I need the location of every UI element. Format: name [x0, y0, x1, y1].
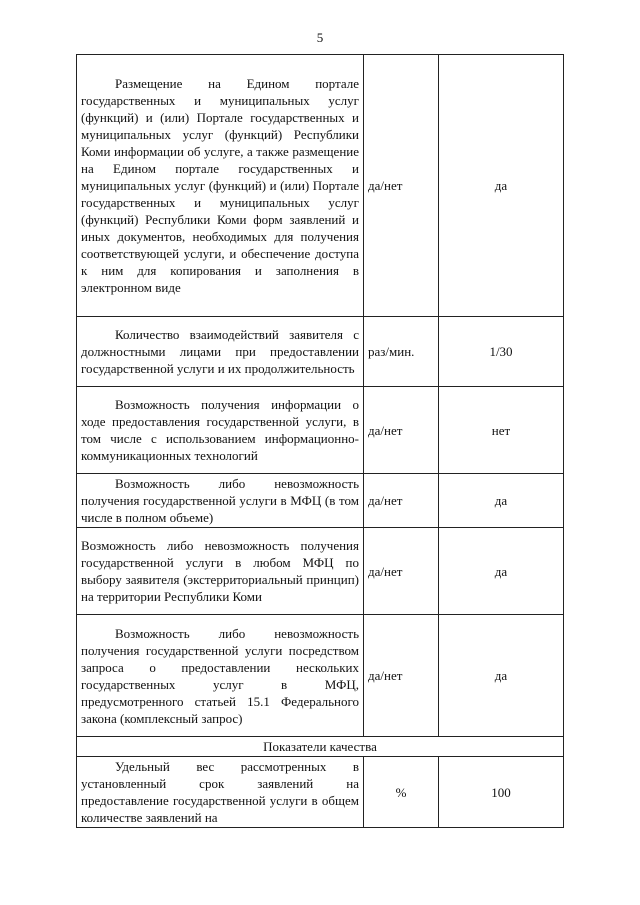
indicator-description: Количество взаимодействий заявителя с должностными лицами при предоставлении государственной услуги и их продолжительность — [77, 317, 364, 387]
indicator-unit: раз/мин. — [364, 317, 439, 387]
indicator-unit: да/нет — [364, 615, 439, 737]
indicator-value: 1/30 — [439, 317, 564, 387]
indicators-table — [76, 54, 564, 828]
table-row — [77, 317, 564, 387]
table-row — [77, 474, 564, 528]
indicator-unit: % — [364, 757, 439, 828]
table-row — [77, 387, 564, 474]
indicator-description: Возможность получения информации о ходе предоставления государственной услуги, в том числе с использованием информационно-коммуникационных технологий — [77, 387, 364, 474]
table-row — [77, 55, 564, 317]
indicator-value: да — [439, 615, 564, 737]
indicator-description: Размещение на Едином портале государственных и муниципальных услуг (функций) и (или) Портале государственных и муниципальных услуг (функций) Республики Коми информации об услуге, а также размещение на Едином портале государственных и муниципальных услуг (функций) и (или) Портале государственных и муниципальных услуг (функций) Республики Коми форм заявлений и иных документов, необходимых для получения соответствующей услуги, и обеспечение доступа к ним для копирования и заполнения в электронном виде — [77, 55, 364, 317]
indicator-unit: да/нет — [364, 474, 439, 528]
indicator-value: нет — [439, 387, 564, 474]
indicator-unit: да/нет — [364, 528, 439, 615]
indicator-description: Возможность либо невозможность получения государственной услуги в любом МФЦ по выбору заявителя (экстерриториальный принцип) на территории Республики Коми — [77, 528, 364, 615]
indicator-description: Возможность либо невозможность получения государственной услуги в МФЦ (в том числе в полном объеме) — [77, 474, 364, 528]
section-header-row — [77, 737, 564, 757]
indicator-value: 100 — [439, 757, 564, 828]
indicator-unit: да/нет — [364, 55, 439, 317]
table-row — [77, 615, 564, 737]
indicator-unit: да/нет — [364, 387, 439, 474]
page-number: 5 — [316, 30, 324, 45]
table-row — [77, 528, 564, 615]
indicator-value: да — [439, 55, 564, 317]
indicator-value: да — [439, 474, 564, 528]
section-header: Показатели качества — [77, 737, 564, 757]
indicator-description: Возможность либо невозможность получения государственной услуги посредством запроса о предоставлении нескольких государственных услуг в МФЦ, предусмотренного статьей 15.1 Федерального закона (комплексный запрос) — [77, 615, 364, 737]
indicator-value: да — [439, 528, 564, 615]
indicator-description: Удельный вес рассмотренных в установленный срок заявлений на предоставление государственной услуги в общем количестве заявлений на — [77, 757, 364, 828]
table-row — [77, 757, 564, 828]
